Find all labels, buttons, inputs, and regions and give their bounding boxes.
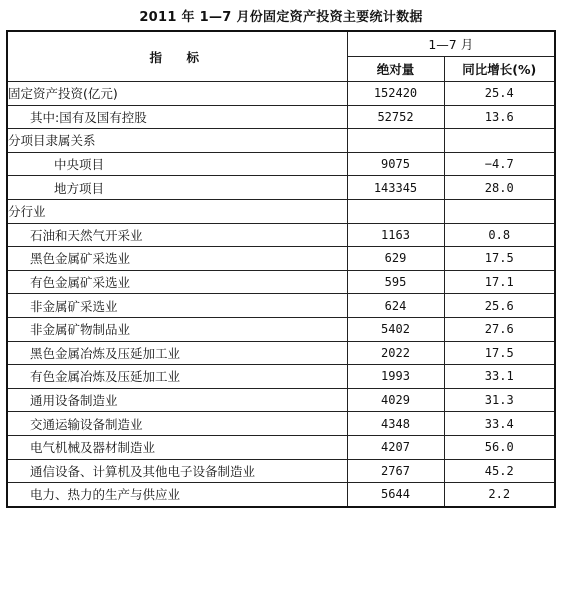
table-row [7, 294, 555, 318]
row-indicator-label: 通信设备、计算机及其他电子设备制造业 [7, 459, 347, 483]
row-growth-value: 25.6 [444, 294, 555, 318]
row-growth-value: 33.1 [444, 365, 555, 389]
table-row [7, 199, 555, 223]
table-title: 2011 年 1—7 月份固定资产投资主要统计数据 [139, 10, 423, 25]
row-absolute-value [347, 199, 444, 223]
row-growth-value [444, 129, 555, 153]
row-indicator-label: 黑色金属矿采选业 [7, 247, 347, 271]
row-indicator-label: 石油和天然气开采业 [7, 223, 347, 247]
row-indicator-label: 有色金属冶炼及压延加工业 [7, 365, 347, 389]
row-indicator-label: 电力、热力的生产与供应业 [7, 483, 347, 507]
table-row [7, 388, 555, 412]
row-absolute-value: 624 [347, 294, 444, 318]
row-indicator-label: 中央项目 [7, 152, 347, 176]
row-indicator-label: 其中:国有及国有控股 [7, 105, 347, 129]
row-absolute-value: 4207 [347, 435, 444, 459]
header-growth: 同比增长(%) [444, 57, 555, 82]
row-absolute-value: 1993 [347, 365, 444, 389]
table-row [7, 152, 555, 176]
row-absolute-value [347, 129, 444, 153]
row-absolute-value: 1163 [347, 223, 444, 247]
row-growth-value: 56.0 [444, 435, 555, 459]
table-row [7, 129, 555, 153]
row-absolute-value: 2767 [347, 459, 444, 483]
table-body [7, 82, 555, 507]
table-row [7, 459, 555, 483]
row-absolute-value: 595 [347, 270, 444, 294]
row-indicator-label: 分行业 [7, 199, 347, 223]
row-absolute-value: 52752 [347, 105, 444, 129]
row-growth-value: 27.6 [444, 317, 555, 341]
row-absolute-value: 629 [347, 247, 444, 271]
row-growth-value: 17.1 [444, 270, 555, 294]
row-growth-value: 45.2 [444, 459, 555, 483]
row-growth-value: 33.4 [444, 412, 555, 436]
row-growth-value: 28.0 [444, 176, 555, 200]
table-row [7, 105, 555, 129]
table-row [7, 317, 555, 341]
row-indicator-label: 通用设备制造业 [7, 388, 347, 412]
row-indicator-label: 非金属矿采选业 [7, 294, 347, 318]
row-indicator-label: 非金属矿物制品业 [7, 317, 347, 341]
row-growth-value: 13.6 [444, 105, 555, 129]
row-indicator-label: 有色金属矿采选业 [7, 270, 347, 294]
table-row [7, 412, 555, 436]
row-indicator-label: 黑色金属冶炼及压延加工业 [7, 341, 347, 365]
table-row [7, 483, 555, 507]
table-row [7, 365, 555, 389]
row-growth-value: 17.5 [444, 341, 555, 365]
row-indicator-label: 地方项目 [7, 176, 347, 200]
row-absolute-value: 4348 [347, 412, 444, 436]
row-growth-value: 17.5 [444, 247, 555, 271]
header-period: 1—7 月 [347, 31, 555, 57]
header-absolute: 绝对量 [347, 57, 444, 82]
table-row [7, 82, 555, 106]
row-growth-value: 2.2 [444, 483, 555, 507]
row-absolute-value: 2022 [347, 341, 444, 365]
row-absolute-value: 5402 [347, 317, 444, 341]
row-absolute-value: 9075 [347, 152, 444, 176]
row-indicator-label: 固定资产投资(亿元) [7, 82, 347, 106]
row-indicator-label: 电气机械及器材制造业 [7, 435, 347, 459]
row-growth-value [444, 199, 555, 223]
row-growth-value: −4.7 [444, 152, 555, 176]
row-indicator-label: 交通运输设备制造业 [7, 412, 347, 436]
table-row [7, 247, 555, 271]
row-growth-value: 25.4 [444, 82, 555, 106]
row-growth-value: 31.3 [444, 388, 555, 412]
table-row [7, 223, 555, 247]
table-row [7, 176, 555, 200]
row-indicator-label: 分项目隶属关系 [7, 129, 347, 153]
statistics-table [6, 30, 556, 508]
header-indicator: 指 标 [7, 31, 347, 82]
table-row [7, 270, 555, 294]
row-absolute-value: 5644 [347, 483, 444, 507]
row-growth-value: 0.8 [444, 223, 555, 247]
row-absolute-value: 143345 [347, 176, 444, 200]
row-absolute-value: 4029 [347, 388, 444, 412]
table-row [7, 435, 555, 459]
row-absolute-value: 152420 [347, 82, 444, 106]
table-row [7, 341, 555, 365]
